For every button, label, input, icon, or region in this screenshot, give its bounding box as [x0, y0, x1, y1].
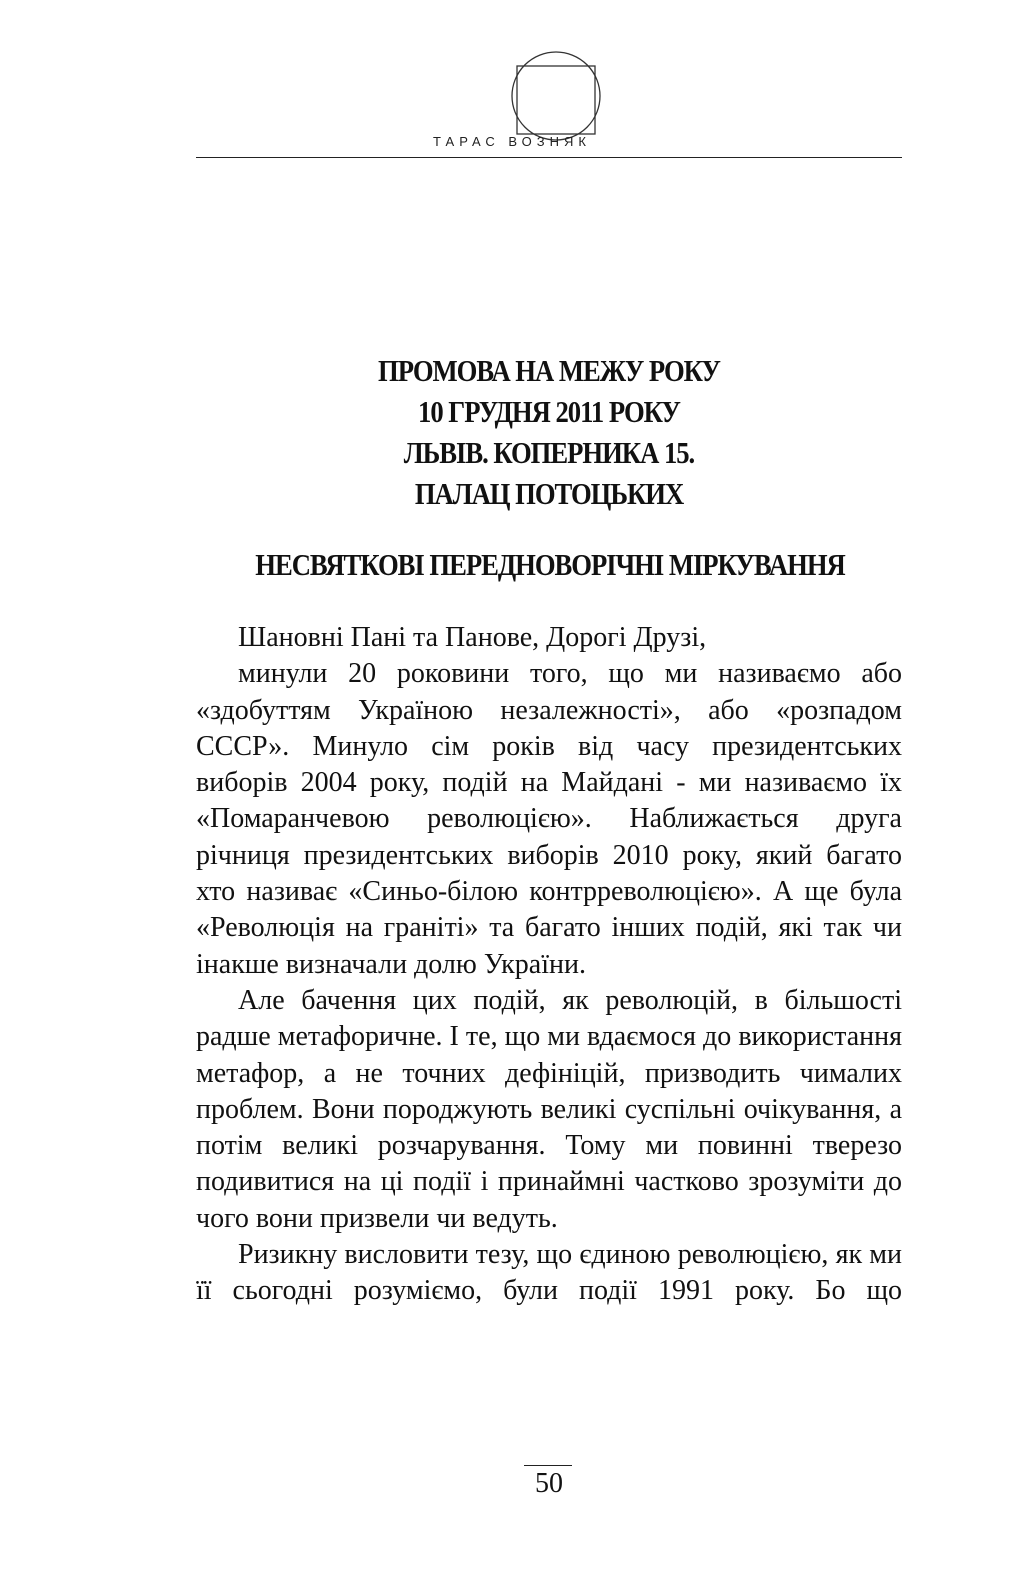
- speech-subtitle: НЕСВЯТКОВІ ПЕРЕДНОВОРІЧНІ МІРКУВАННЯ: [255, 547, 845, 582]
- body-text: [196, 620, 902, 1310]
- header-rule: [196, 157, 902, 158]
- title-line: ПАЛАЦ ПОТОЦЬКИХ: [414, 476, 684, 511]
- running-header-author: ТАРАС ВОЗНЯК: [433, 134, 591, 149]
- speech-title: [245, 350, 852, 514]
- paragraph-greeting: Шановні Пані та Панове, Дорогі Друзі,: [238, 622, 707, 653]
- circle-square-logo-icon: [508, 48, 604, 144]
- title-line: ЛЬВІВ. КОПЕРНИКА 15.: [403, 435, 695, 470]
- title-line: ПРОМОВА НА МЕЖУ РОКУ: [378, 353, 720, 388]
- page-number: 50: [535, 1468, 563, 1499]
- title-line: 10 ГРУДНЯ 2011 РОКУ: [418, 394, 680, 429]
- paragraph: Але бачення цих подій, як революцій, в більшості радше метафоричне. І те, що ми вдаємося до використання метафор, а не точних дефініцій, призводить чималих проблем. Вони породжують великі суспільні очікування, а потім великі розчарування. Тому ми повинні тверезо подивитися на ці події і принаймні частково зрозуміти до чого вони призвели чи ведуть.: [196, 984, 902, 1234]
- paragraph: Ризикну висловити тезу, що єдиною революцією, як ми її сьогодні розуміємо, були події 1991 року. Бо що: [196, 1239, 902, 1307]
- paragraph: минули 20 роковини того, що ми називаємо або «здобуттям Україною незалежності», або «розпадом СССР». Минуло сім років від часу президентських виборів 2004 року, подій на Майдані - ми називаємо їх «Помаранчевою революцією». Наближається друга річниця президентських виборів 2010 року, який багато хто називає «Синьо-білою контрреволюцією». А ще була «Революція на граніті» та багато інших подій, які так чи інакше визначали долю України.: [196, 658, 902, 980]
